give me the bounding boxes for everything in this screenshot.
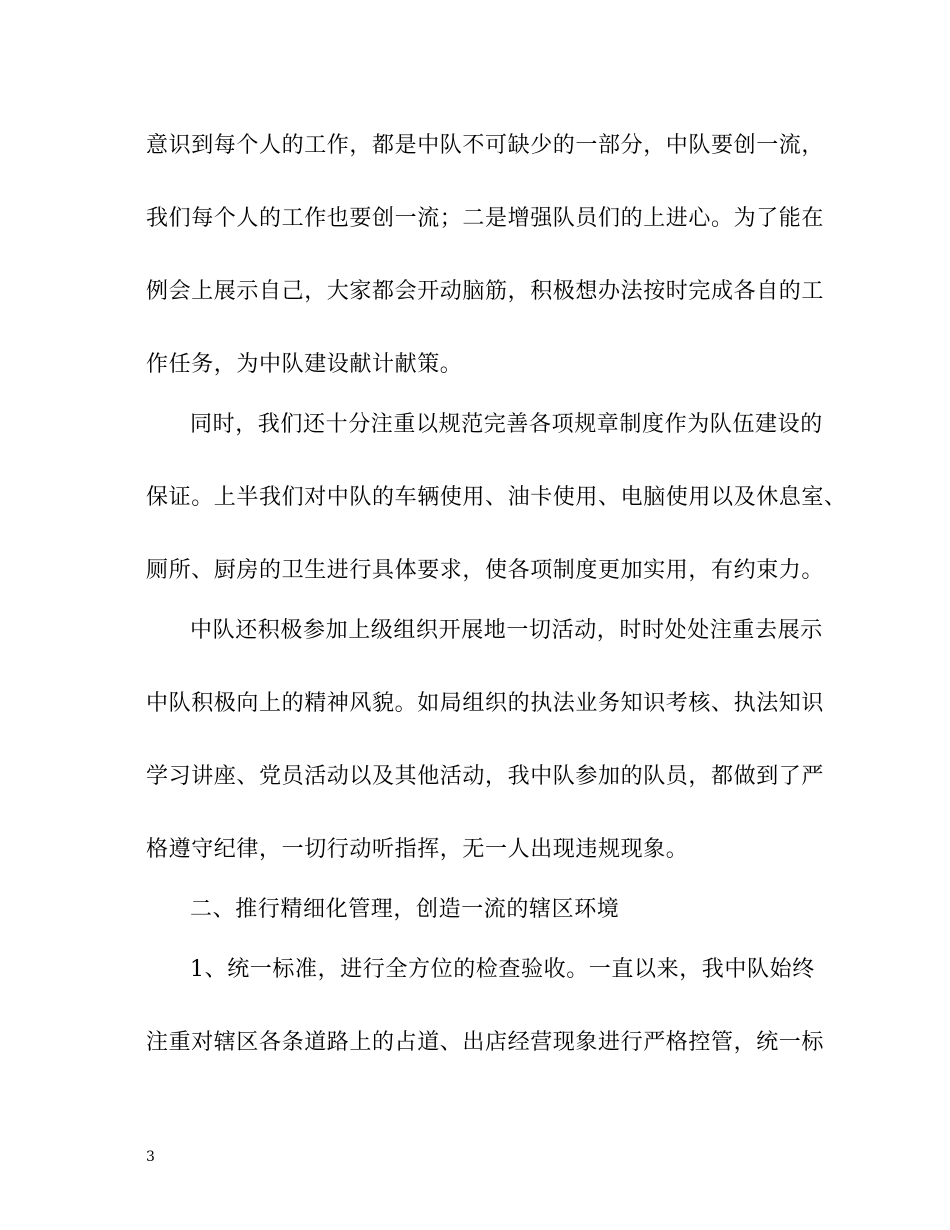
text-line-1: 意识到每个人的工作，都是中队不可缺少的一部分，中队要创一流， (146, 133, 825, 158)
text-line-10: 学习讲座、党员活动以及其他活动，我中队参加的队员，都做到了严 (146, 764, 825, 789)
text-line-14: 注重对辖区各条道路上的占道、出店经营现象进行严格控管，统一标 (146, 1030, 825, 1055)
text-line-6: 保证。上半我们对中队的车辆使用、油卡使用、电脑使用以及休息室、 (146, 485, 847, 510)
paragraph-start-line: 1、统一标准，进行全方位的检查验收。一直以来，我中队始终 (190, 957, 815, 982)
text-line-3: 例会上展示自己，大家都会开动脑筋，积极想办法按时完成各自的工 (146, 279, 825, 304)
text-line-7: 厕所、厨房的卫生进行具体要求，使各项制度更加实用，有约束力。 (146, 558, 825, 583)
text-line-4: 作任务，为中队建设献计献策。 (146, 352, 463, 377)
page-number: 3 (146, 1149, 155, 1165)
paragraph-start-line: 中队还积极参加上级组织开展地一切活动，时时处处注重去展示 (190, 618, 823, 643)
section-heading: 二、推行精细化管理，创造一流的辖区环境 (190, 897, 620, 922)
text-line-11: 格遵守纪律，一切行动听指挥，无一人出现违规现象。 (146, 837, 689, 862)
paragraph-start-line: 同时，我们还十分注重以规范完善各项规章制度作为队伍建设的 (190, 412, 823, 437)
text-line-2: 我们每个人的工作也要创一流；二是增强队员们的上进心。为了能在 (146, 206, 825, 231)
text-line-9: 中队积极向上的精神风貌。如局组织的执法业务知识考核、执法知识 (146, 691, 825, 716)
